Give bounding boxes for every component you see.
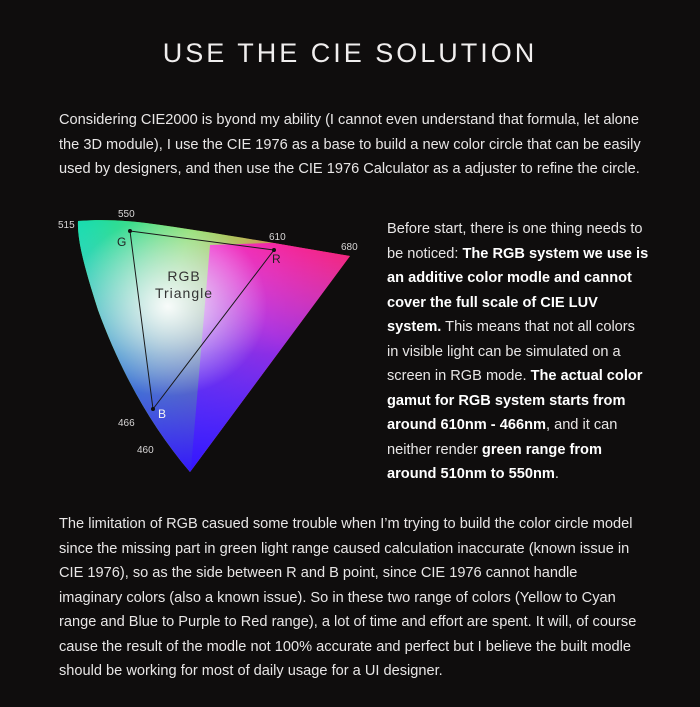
- page-title: USE THE CIE SOLUTION: [162, 38, 538, 68]
- wavelength-680: 680: [341, 242, 358, 253]
- cie-luv-diagram: [50, 200, 360, 480]
- note-emphasis-3: green range from around 510nm to 550nm: [387, 441, 602, 482]
- intro-paragraph: Considering CIE2000 is byond my ability (I cannot even understand that formula, let alone the 3D module), I use the CIE 1976 as a base to build a new color circle that can be easily used by designers, and then use the CIE 1976 Calculator as a adjuster to refine the circle.: [59, 112, 641, 177]
- b-point: [151, 407, 155, 411]
- wavelength-460: 460: [137, 445, 154, 456]
- note-emphasis-1: The RGB system we use is an additive color modle and cannot cover the full scale of CIE LUV system.: [387, 245, 649, 335]
- triangle-label-rgb: RGB: [167, 268, 201, 284]
- vertex-b-label: B: [158, 407, 167, 421]
- triangle-label-triangle: Triangle: [154, 285, 214, 301]
- note-text-3: , and it can neither render: [387, 417, 618, 458]
- limitation-paragraph: The limitation of RGB casued some trouble when I’m trying to build the color circle model since the missing part in green light range caused calculation inaccurate (known issue in CIE 1976), so as the side between R and B point, since CIE 1976 cannot handle imaginary colors (also a known issue). So in these two range of colors (Yellow to Cyan range and Blue to Purple to Red range), a lot of time and effort are spent. It will, of course cause the result of the modle not 100% accurate and perfect but I believe the built modle should be working for most of daily usage for a UI designer.: [59, 516, 637, 679]
- note-emphasis-2: The actual color gamut for RGB system starts from around 610nm - 466nm: [387, 368, 643, 433]
- vertex-r-label: R: [272, 252, 281, 266]
- wavelength-466: 466: [118, 418, 135, 429]
- g-point: [128, 229, 132, 233]
- note-text-2: This means that not all colors in visible light can be simulated on a screen in RGB mode.: [387, 319, 635, 384]
- wavelength-610: 610: [269, 232, 286, 243]
- note-text-4: .: [554, 466, 559, 482]
- note-text-1: Before start, there is one thing needs to be noticed:: [387, 221, 643, 262]
- vertex-g-label: G: [117, 235, 127, 249]
- wavelength-515: 515: [58, 220, 75, 231]
- wavelength-550: 550: [118, 209, 135, 220]
- rgb-gamut-note: [387, 217, 649, 487]
